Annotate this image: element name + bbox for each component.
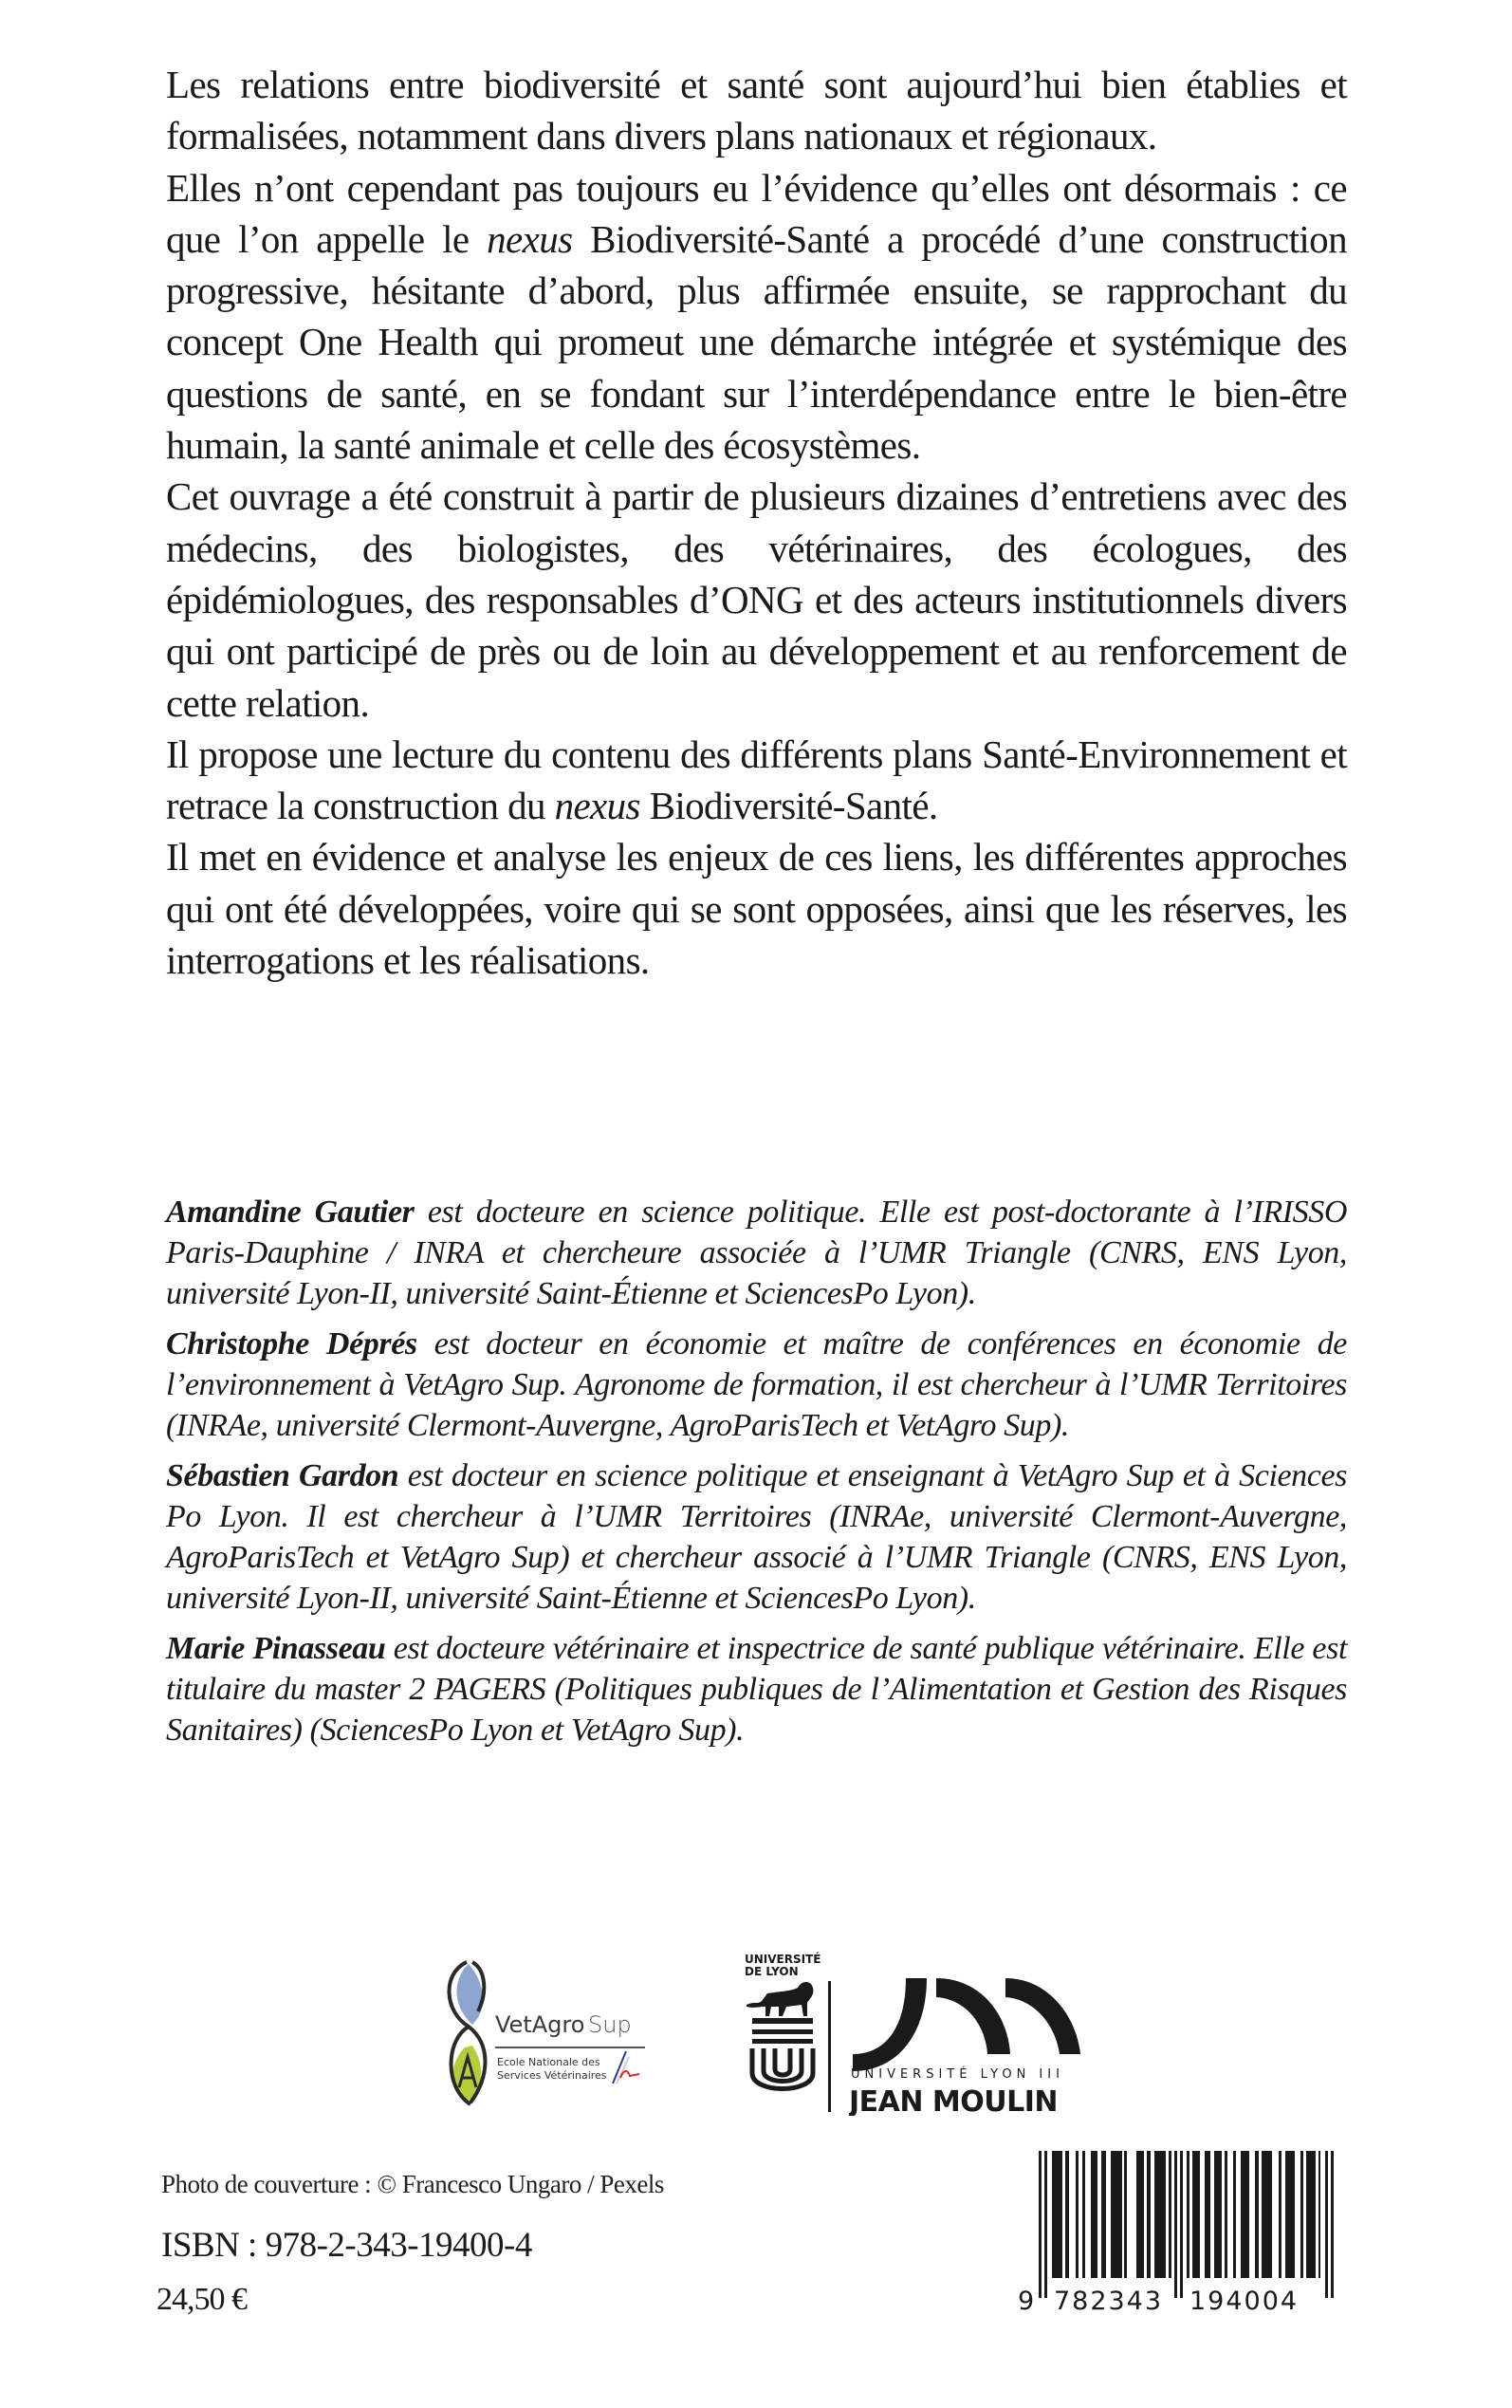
svg-text:9: 9 xyxy=(1018,2287,1035,2316)
author-bio: Christophe Déprés est docteur en économie et maître de conférences en économie de l’environnement à VetAgro Sup. Agronome de formation, il est chercheur à l’UMR Territoires (INRAe, université Clermont-Auvergne, AgroParisTech et VetAgro Sup). xyxy=(166,1326,1347,1443)
author-name: Christophe Déprés xyxy=(166,1326,417,1361)
author-name: Amandine Gautier xyxy=(166,1195,415,1230)
blurb-paragraph: Il met en évidence et analyse les enjeux de ces liens, les différentes approches qui ont été développées, voire qui se sont opposées, ainsi que les réserves, les interrogations et les réalisations. xyxy=(166,835,1347,983)
blurb-paragraph: Elles n’ont cependant pas toujours eu l’évidence qu’elles ont désormais : ce que l’on appelle le nexus Biodiversité-Santé a procédé d’une construction progressive, hésitante d’abord, plus affirmée ensuite, se rapprochant du concept One Health qui promeut une démarche intégrée et systémique des questions de santé, en se fondant sur l’interdépendance entre le bien-être humain, la santé animale et celle des écosystèmes. xyxy=(166,165,1347,468)
author-bio: Sébastien Gardon est docteur en science politique et enseignant à VetAgro Sup et à Sciences Po Lyon. Il est chercheur à l’UMR Territoires (INRAe, université Clermont-Auvergne, AgroParisTech et VetAgro Sup) et chercheur associé à l’UMR Triangle (CNRS, ENS Lyon, université Lyon-II, université Saint-Étienne et SciencesPo Lyon). xyxy=(166,1458,1347,1616)
vetagro-emblem-icon xyxy=(436,1945,655,2106)
blurb-paragraph: Cet ouvrage a été construit à partir de plusieurs dizaines d’entretiens avec des médecins, des biologistes, des vétérinaires, des écologues, des épidémiologues, des responsables d’ONG et des acteurs institutionnels divers qui ont participé de près ou de loin au développement et au renforcement de cette relation. xyxy=(166,474,1347,725)
svg-text:UNIVERSITÉ: UNIVERSITÉ xyxy=(745,1953,821,1966)
svg-text:DE LYON: DE LYON xyxy=(745,1965,799,1978)
jean-moulin-arcs-icon xyxy=(849,1978,1086,2116)
blurb-paragraph: Les relations entre biodiversité et santé sont aujourd’hui bien établies et formalisées, notamment dans divers plans nationaux et régionaux. xyxy=(166,63,1347,158)
lion-emblem-icon xyxy=(745,1950,830,2102)
author-bio: Marie Pinasseau est docteure vétérinaire et inspectrice de santé publique vétérinaire. Elle est titulaire du master 2 PAGERS (Politiques publiques de l’Alimentation et Gestion des Risques Sanitaires) (SciencesPo Lyon et VetAgro Sup). xyxy=(166,1631,1347,1748)
isbn-barcode xyxy=(1010,2146,1352,2331)
svg-text:Sup: Sup xyxy=(588,2011,632,2038)
svg-text:UNIVERSITÉ LYON III: UNIVERSITÉ LYON III xyxy=(851,2067,1064,2082)
back-cover-blurb xyxy=(166,59,1347,986)
author-bios xyxy=(166,1192,1347,1760)
svg-text:VetAgro: VetAgro xyxy=(495,2011,585,2038)
logo-divider xyxy=(828,1981,831,2112)
author-bio: Amandine Gautier est docteure en science politique. Elle est post-doctorante à l’IRISSO Paris-Dauphine / INRA et chercheure associée à l’UMR Triangle (CNRS, ENS Lyon, université Lyon-II, université Saint-Étienne et SciencesPo Lyon). xyxy=(166,1195,1347,1311)
svg-text:Services Vétérinaires: Services Vétérinaires xyxy=(497,2069,607,2082)
svg-text:782343: 782343 xyxy=(1054,2287,1164,2316)
blurb-paragraph: Il propose une lecture du contenu des différents plans Santé-Environnement et retrace la construction du nexus Biodiversité-Santé. xyxy=(166,732,1347,828)
svg-text:194004: 194004 xyxy=(1189,2287,1300,2316)
photo-credit: Photo de couverture : © Francesco Ungaro / Pexels xyxy=(161,2170,664,2198)
price: 24,50 € xyxy=(157,2282,247,2317)
author-name: Marie Pinasseau xyxy=(166,1631,386,1666)
barcode-icon xyxy=(1010,2146,1352,2331)
author-name: Sébastien Gardon xyxy=(166,1458,399,1493)
jean-moulin-lyon3-logo xyxy=(849,1978,1086,2116)
isbn: ISBN : 978-2-343-19400-4 xyxy=(161,2226,532,2265)
universite-de-lyon-logo xyxy=(745,1950,830,2102)
vetagro-sup-logo xyxy=(436,1945,655,2106)
svg-text:Ecole Nationale des: Ecole Nationale des xyxy=(497,2056,600,2068)
svg-text:JEAN MOULIN: JEAN MOULIN xyxy=(849,2085,1059,2116)
